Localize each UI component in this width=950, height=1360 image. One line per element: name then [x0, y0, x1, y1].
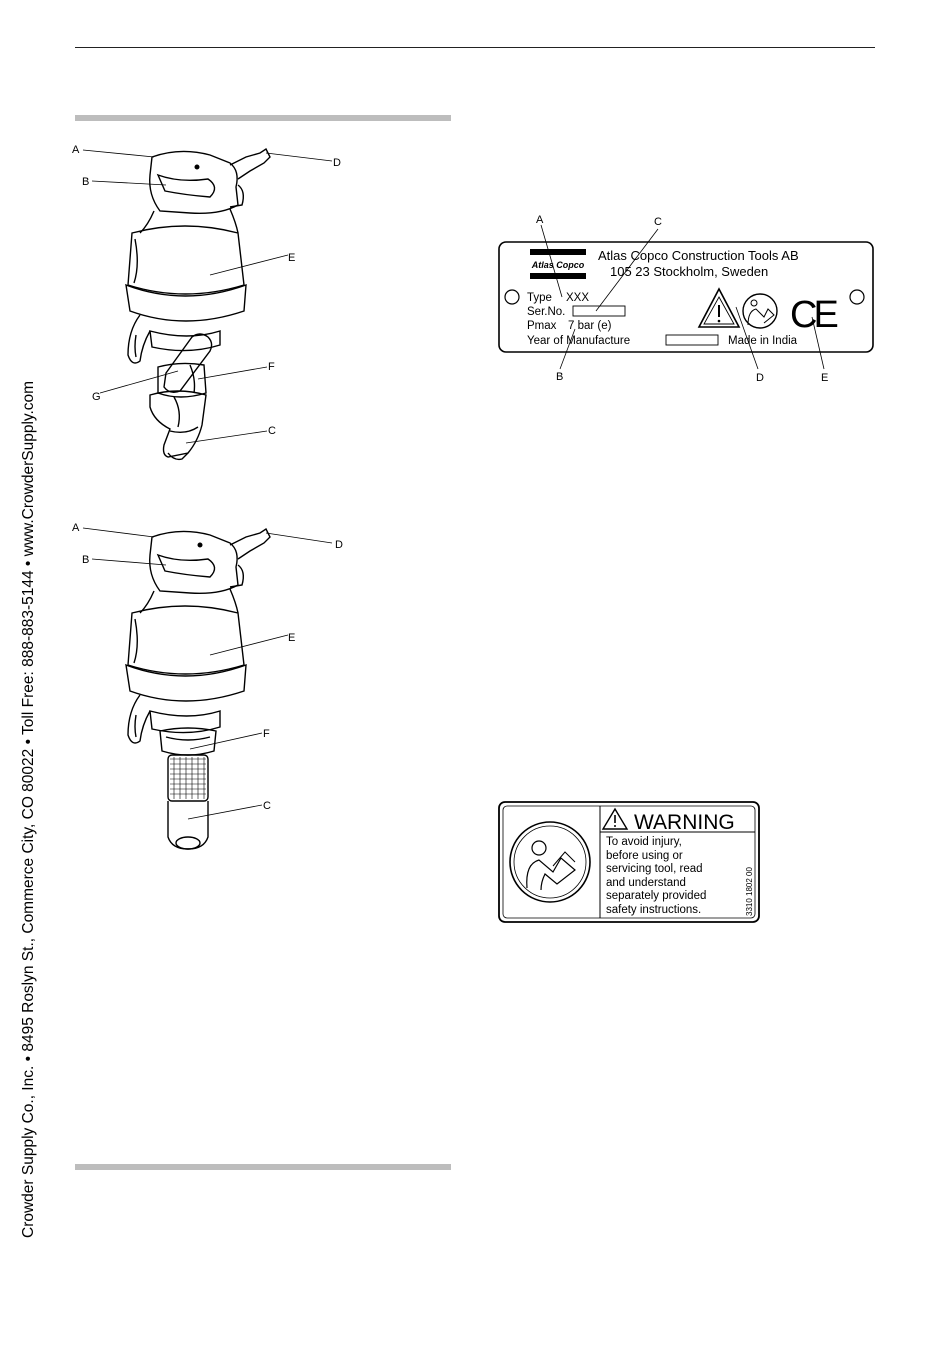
ce-mark-icon: CE: [790, 294, 835, 336]
callout-a: A: [72, 522, 80, 534]
plate-type-value: XXX: [566, 292, 590, 304]
header-rule: [75, 47, 875, 48]
plate-company-line2: 105 23 Stockholm, Sweden: [610, 264, 769, 279]
plate-callout-a: A: [536, 214, 544, 226]
callout-c: C: [268, 425, 276, 437]
warning-line-2: before using or: [606, 850, 683, 862]
plate-pmax-value: 7 bar (e): [568, 320, 612, 332]
section-bar-top: [75, 115, 451, 121]
plate-made-in: Made in India: [728, 335, 798, 347]
callout-a: A: [72, 144, 80, 156]
warning-title: WARNING: [634, 811, 735, 834]
callout-b: B: [82, 554, 90, 566]
callout-e: E: [288, 252, 296, 264]
warning-line-6: safety instructions.: [606, 904, 702, 916]
tool-figure-2: [70, 515, 370, 860]
warning-label-figure: [495, 800, 765, 926]
callout-g: G: [92, 391, 101, 403]
atlas-copco-logo: [530, 249, 586, 279]
plate-callout-d: D: [756, 372, 764, 384]
callout-d: D: [335, 539, 343, 551]
warning-line-3: servicing tool, read: [606, 863, 703, 875]
warning-part-number: 3310 1802 00: [745, 867, 754, 916]
logo-text: Atlas Copco: [531, 260, 585, 270]
sidebar-contact-text: Crowder Supply Co., Inc. • 8495 Roslyn St., Commerce City, CO 80022 • Toll Free: 888-883-5144 • www.CrowderSupply.com: [20, 380, 37, 1238]
callout-e: E: [288, 632, 296, 644]
machine-plate-figure: [490, 205, 890, 390]
warning-line-4: and understand: [606, 877, 686, 889]
callout-f: F: [268, 361, 275, 373]
callout-c: C: [263, 800, 271, 812]
plate-callout-c: C: [654, 216, 662, 228]
section-bar-bottom: [75, 1164, 451, 1170]
plate-callout-e: E: [821, 372, 829, 384]
warning-line-1: To avoid injury,: [606, 836, 682, 848]
plate-callout-b: B: [556, 371, 564, 383]
callout-f: F: [263, 728, 270, 740]
callout-d: D: [333, 157, 341, 169]
sidebar-contact: [0, 0, 37, 1360]
plate-year-label: Year of Manufacture: [527, 335, 631, 347]
plate-serno-label: Ser.No.: [527, 306, 566, 318]
warning-line-5: separately provided: [606, 890, 707, 902]
tool-figure-1: [70, 135, 370, 480]
callout-b: B: [82, 176, 90, 188]
plate-pmax-label: Pmax: [527, 320, 557, 332]
plate-company-line1: Atlas Copco Construction Tools AB: [598, 248, 799, 263]
plate-type-label: Type: [527, 292, 552, 304]
